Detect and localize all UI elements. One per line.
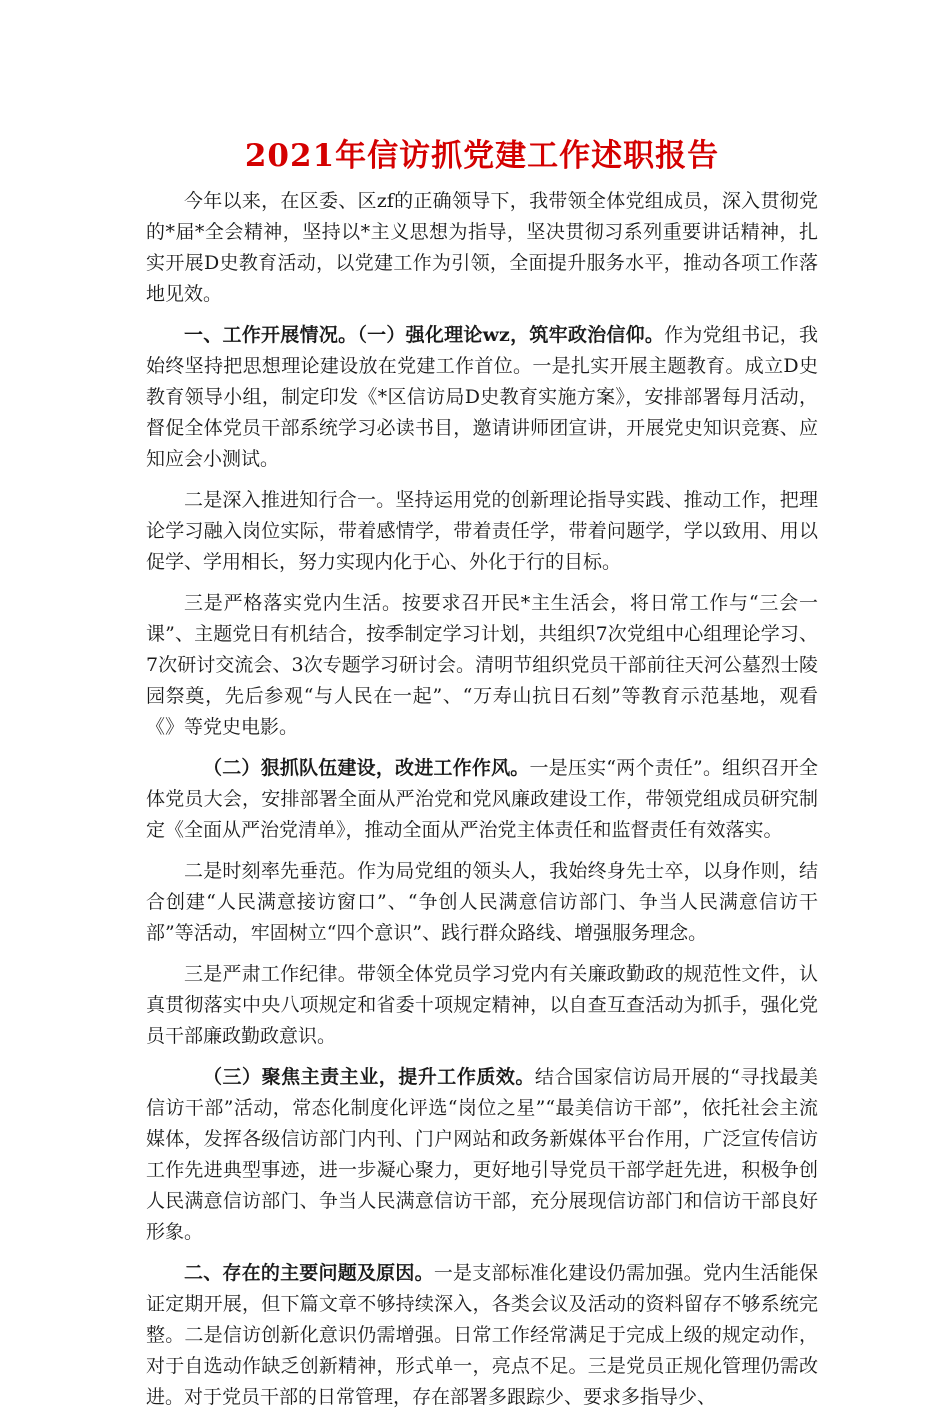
paragraph-text: 二是深入推进知行合一。坚持运用党的创新理论指导实践、推动工作，把理论学习融入岗位实际，带着感情学，带着责任学，带着问题学，学以致用、用以促学、学用相长，努力实现内化于心、外化于行的目标。: [146, 489, 818, 573]
paragraph-lead-by-example: [146, 856, 818, 949]
paragraph-practice: [146, 485, 818, 578]
paragraph-team-building: [146, 753, 818, 846]
paragraph-text: 三是严格落实党内生活。按要求召开民*主生活会，将日常工作与“三会一课”、主题党日有机结合，按季制定学习计划，共组织7次党组中心组理论学习、7次研讨交流会、3次专题学习研讨会。清明节组织党员干部前往天河公墓烈士陵园祭奠，先后参观“与人民在一起”、“万寿山抗日石刻”等教育示范基地，观看《》等党史电影。: [146, 592, 818, 738]
paragraph-text: 结合国家信访局开展的“寻找最美信访干部”活动，常态化制度化评选“岗位之星”“最美信访干部”，依托社会主流媒体，发挥各级信访部门内刊、门户网站和政务新媒体平台作用，广泛宣传信访工作先进典型事迹，进一步凝心聚力，更好地引导党员干部学赶先进，积极争创人民满意信访部门、争当人民满意信访干部，充分展现信访部门和信访干部良好形象。: [146, 1066, 818, 1243]
paragraph-text: 作为党组书记，我始终坚持把思想理论建设放在党建工作首位。一是扎实开展主题教育。成立D史教育领导小组，制定印发《*区信访局D史教育实施方案》，安排部署每月活动，督促全体党员干部系统学习必读书目，邀请讲师团宣讲，开展党史知识竞赛、应知应会小测试。: [146, 324, 818, 470]
paragraph-lead: 二、存在的主要问题及原因。: [184, 1262, 434, 1284]
paragraph-party-life: [146, 588, 818, 743]
paragraph-intro: [146, 186, 818, 310]
paragraph-lead: （二）狠抓队伍建设，改进工作作风。: [203, 757, 530, 779]
document-page: [146, 136, 818, 1423]
paragraph-lead: （三）聚焦主责主业，提升工作质效。: [203, 1066, 535, 1088]
paragraph-problems: [146, 1258, 818, 1413]
paragraph-text: 三是严肃工作纪律。带领全体党员学习党内有关廉政勤政的规范性文件，认真贯彻落实中央八项规定和省委十项规定精神，以自查互查活动为抓手，强化党员干部廉政勤政意识。: [146, 963, 818, 1047]
paragraph-lead: 一、工作开展情况。（一）强化理论wz，筑牢政治信仰。: [184, 324, 665, 346]
paragraph-discipline: [146, 959, 818, 1052]
paragraph-text: 一是支部标准化建设仍需加强。党内生活能保证定期开展，但下篇文章不够持续深入，各类会议及活动的资料留存不够系统完整。二是信访创新化意识仍需增强。日常工作经常满足于完成上级的规定动作，对于自选动作缺乏创新精神，形式单一，亮点不足。三是党员正规化管理仍需改进。对于党员干部的日常管理，存在部署多跟踪少、要求多指导少、: [146, 1262, 818, 1408]
paragraph-main-duties: [146, 1062, 818, 1248]
paragraph-text: 一是压实“两个责任”。组织召开全体党员大会，安排部署全面从严治党和党风廉政建设工作，带领党组成员研究制定《全面从严治党清单》，推动全面从严治党主体责任和监督责任有效落实。: [146, 757, 818, 841]
paragraph-text: 二是时刻率先垂范。作为局党组的领头人，我始终身先士卒，以身作则，结合创建“人民满意接访窗口”、“争创人民满意信访部门、争当人民满意信访干部”等活动，牢固树立“四个意识”、践行群众路线、增强服务理念。: [146, 860, 818, 944]
paragraph-section-1: [146, 320, 818, 475]
document-title: 2021年信访抓党建工作述职报告: [244, 138, 720, 174]
paragraph-text: 今年以来，在区委、区zf的正确领导下，我带领全体党组成员，深入贯彻党的*届*全会精神，坚持以*主义思想为指导，坚决贯彻习系列重要讲话精神，扎实开展D史教育活动，以党建工作为引领，全面提升服务水平，推动各项工作落地见效。: [146, 190, 818, 305]
